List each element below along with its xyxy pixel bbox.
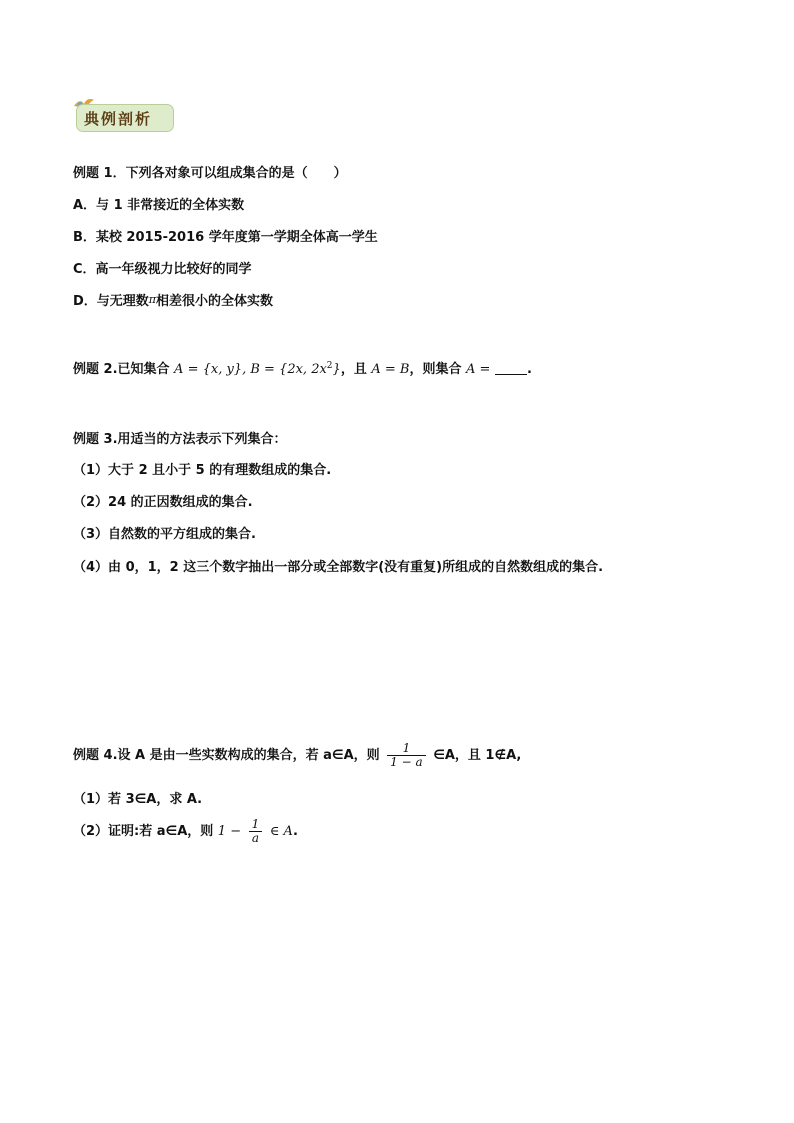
example-3-q4: （4）由 0，1，2 这三个数字抽出一部分或全部数字(没有重复)所组成的自然数组成的集合.	[73, 560, 604, 575]
example-1-option-c: C．高一年级视力比较好的同学	[73, 262, 252, 277]
set-condition: A = B	[371, 362, 410, 377]
set-definition: A = {x, y}, B = {2x, $2x^2$}	[174, 361, 341, 377]
answer-label: A =	[466, 362, 491, 377]
pi-symbol: π	[148, 293, 157, 306]
example-4-stem: 例题 4.设 A 是由一些实数构成的集合，若 a∈A，则 $\frac{1}{1 - a}$ ∈A，且 1∉A,	[73, 741, 522, 770]
example-3-q3: （3）自然数的平方组成的集合.	[73, 527, 256, 542]
example-1-stem: 例题 1．下列各对象可以组成集合的是（ ）	[73, 166, 347, 181]
example-4-q1: （1）若 3∈A，求 A.	[73, 792, 203, 807]
example-1-option-b: B．某校 2015-2016 学年度第一学期全体高一学生	[73, 230, 378, 245]
fraction-1-over-1-minus-a: $\frac{1}{1 - a}$	[387, 742, 425, 769]
example-1-option-a: A．与 1 非常接近的全体实数	[73, 198, 245, 213]
section-banner	[70, 96, 174, 134]
example-3-q1: （1）大于 2 且小于 5 的有理数组成的集合.	[73, 463, 332, 478]
example-3-stem: 例题 3.用适当的方法表示下列集合：	[73, 432, 287, 447]
example-1-option-d: D．与无理数π相差很小的全体实数	[73, 293, 274, 309]
example-2-stem: 例题 2.已知集合 A = {x, y}, B = {2x, $2x^2$}，且 A = B，则集合 A = .	[73, 361, 532, 377]
fraction-1-over-a: $\frac{1}{a}$	[249, 818, 263, 845]
banner-title: 典例剖析	[84, 110, 153, 128]
example-4-q2: （2）证明:若 a∈A，则 1 − $\frac{1}{a}$ ∈ A.	[73, 817, 298, 846]
answer-blank	[495, 362, 527, 375]
example-3-q2: （2）24 的正因数组成的集合.	[73, 495, 253, 510]
